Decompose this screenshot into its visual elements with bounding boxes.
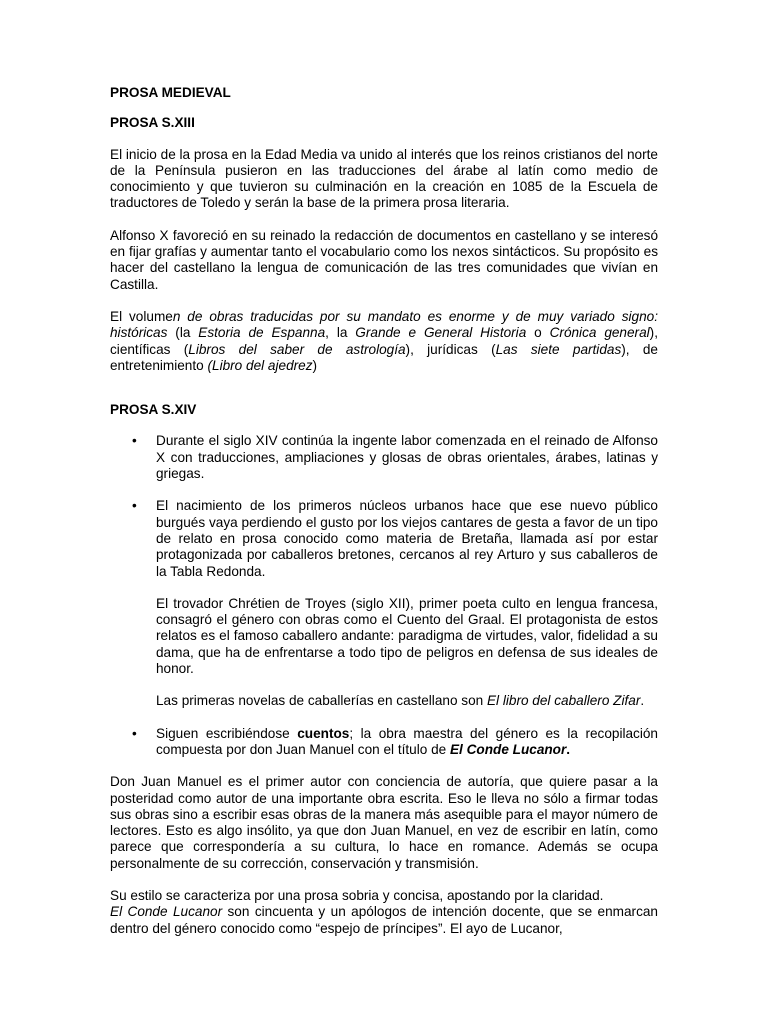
bullet-cuentos: Siguen escribiéndose cuentos; la obra maestra del género es la recopilación compuesta por don Juan Manuel con el título de El Conde Lucanor. [156, 725, 658, 757]
paragraph-style: Su estilo se caracteriza por una prosa sobria y concisa, apostando por la claridad. [110, 887, 604, 903]
heading-prosa-s14: PROSA S.XIV [110, 402, 197, 418]
bullet-icon: • [132, 433, 137, 449]
list-item [132, 725, 658, 759]
paragraph-origins: El inicio de la prosa en la Edad Media va unido al interés que los reinos cristianos del norte de la Península pusieron en las traducciones del árabe al latín como medio de conocimiento y que tuvieron su culminación en la creación en 1085 de la Escuela de traductores de Toledo y serán la base de la primera prosa literaria. [110, 146, 658, 211]
paragraph-alfonso-x: Alfonso X favoreció en su reinado la redacción de documentos en castellano y se interesó en fijar grafías y aumentar tanto el vocabulario como los nexos sintácticos. Su propósito es hacer del castellano la lengua de comunicación de las tres comunidades que vivían en Castilla. [110, 227, 658, 292]
bullet-materia-bretana: El nacimiento de los primeros núcleos urbanos hace que ese nuevo público burgués vaya perdiendo el gusto por los viejos cantares de gesta a favor de un tipo de relato en prosa conocido como materia de Bretaña, llamada así por estar protagonizada por caballeros bretones, cercanos al rey Arturo y sus caballeros de la Tabla Redonda. [156, 498, 658, 579]
paragraph-conde-lucanor: El Conde Lucanor son cincuenta y un apólogos de intención docente, que se enmarcan dentro del género conocido como “espejo de príncipes”. El ayo de Lucanor, [110, 904, 658, 936]
document-body [110, 85, 658, 937]
bullet-icon: • [132, 725, 137, 741]
paragraph-juan-manuel: Don Juan Manuel es el primer autor con conciencia de autoría, que quiere pasar a la posteridad como autor de una importante obra escrita. Eso le lleva no sólo a firmar todas sus obras sino a escribir esas obras de la manera más asequible para el mayor número de lectores. Esto es algo insólito, ya que don Juan Manuel, en vez de escribir en latín, como parece que correspondería a su cultura, lo hace en romance. Además se ocupa personalmente de su corrección, conservación y transmisión. [110, 774, 658, 871]
paragraph-chretien: El trovador Chrétien de Troyes (siglo XII), primer poeta culto en lengua francesa, consagró el género con obras como el Cuento del Graal. El protagonista de estos relatos es el famoso caballero andante: paradigma de virtudes, valor, fidelidad a su dama, que ha de enfrentarse a todo tipo de peligros en defensa de sus ideales de honor. [156, 595, 658, 677]
paragraph-translated-works: El volumen de obras traducidas por su mandato es enorme y de muy variado signo: históricas (la Estoria de Espanna, la Grande e General Historia o Crónica general), científicas (Libros del saber de astrología), jurídicas (Las siete partidas), de entretenimiento (Libro del ajedrez) [110, 308, 658, 373]
paragraph-zifar: Las primeras novelas de caballerías en castellano son El libro del caballero Zifar. [156, 693, 645, 709]
bullet-icon: • [132, 498, 137, 514]
list-item [132, 498, 658, 709]
document-title: PROSA MEDIEVAL [110, 85, 231, 100]
bullet-translations: Durante el siglo XIV continúa la ingente labor comenzada en el reinado de Alfonso X con traducciones, ampliaciones y glosas de obras orientales, árabes, latinas y griegas. [156, 433, 658, 482]
list-item [132, 433, 658, 482]
heading-prosa-s13: PROSA S.XIII [110, 115, 195, 131]
